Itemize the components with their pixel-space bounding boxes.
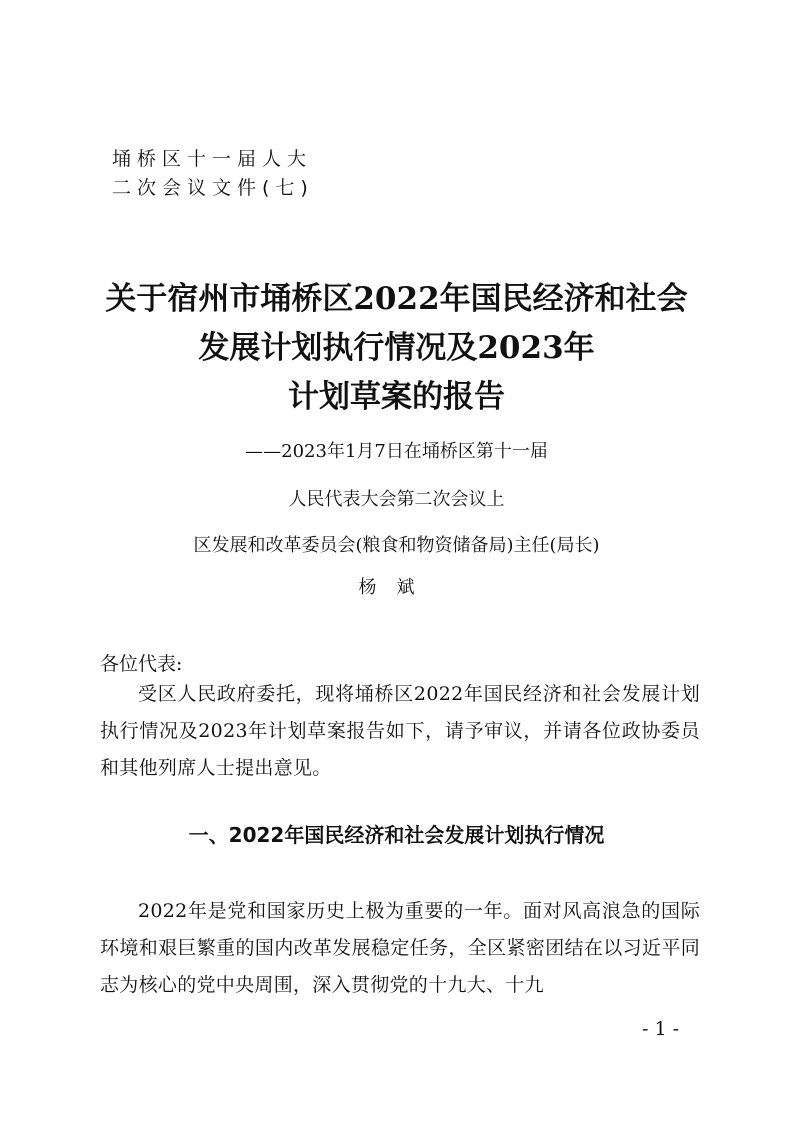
meta-line-position: 区发展和改革委员会(粮食和物资储备局)主任(局长)	[193, 535, 600, 556]
section-heading: 一、2022年国民经济和社会发展计划执行情况	[188, 823, 605, 847]
meta-line-meeting: 人民代表大会第二次会议上	[288, 489, 505, 510]
report-title	[0, 275, 793, 422]
meta-line-date: ——2023年1月7日在埇桥区第十一届	[245, 441, 548, 462]
report-title-line-3: 计划草案的报告	[288, 379, 505, 415]
body-paragraph: 2022年是党和国家历史上极为重要的一年。面对风高浪急的国际环境和艰巨繁重的国内改革发展稳定任务，全区紧密团结在以习近平同志为核心的党中央周围，深入贯彻党的十九大、十九	[100, 900, 700, 996]
document-label-line-1: 埇桥区十一届人大	[112, 148, 313, 170]
report-title-line-2: 发展计划执行情况及2023年	[198, 330, 595, 366]
document-label	[112, 145, 314, 203]
intro-paragraph: 受区人民政府委托，现将埇桥区2022年国民经济和社会发展计划执行情况及2023年计划草案报告如下，请予审议，并请各位政协委员和其他列席人士提出意见。	[100, 683, 700, 779]
report-title-line-1: 关于宿州市埇桥区2022年国民经济和社会	[105, 281, 688, 317]
meta-author: 杨斌	[358, 577, 435, 598]
salutation: 各位代表:	[100, 653, 183, 675]
page-number: - 1 -	[641, 1018, 679, 1040]
document-label-line-2: 二次会议文件(七)	[112, 177, 314, 199]
